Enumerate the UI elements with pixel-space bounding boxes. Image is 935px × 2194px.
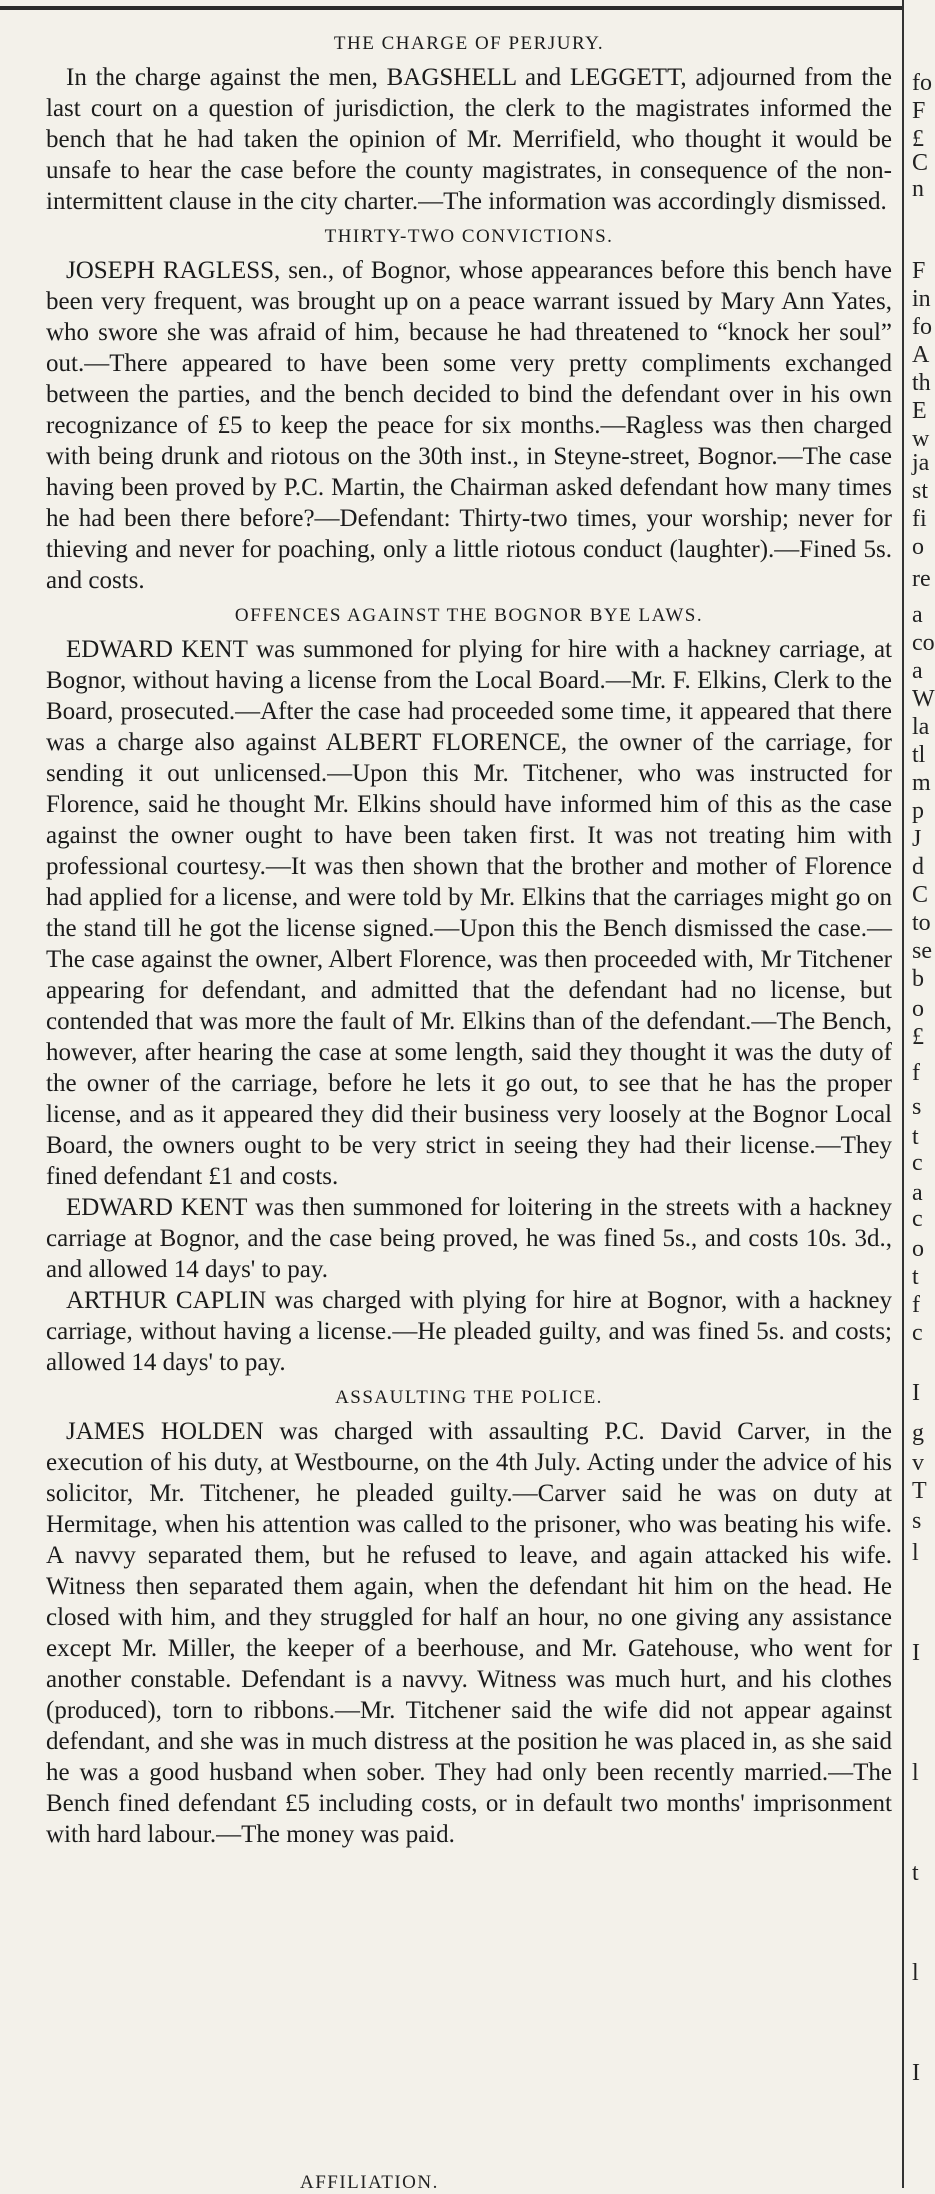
- adjacent-column-fragment-text: tl: [912, 742, 926, 768]
- defendant-name: EDWARD KENT: [66, 1194, 248, 1221]
- adjacent-column-fragment-text: a: [912, 1180, 923, 1206]
- adjacent-column-fragment-text: p: [912, 798, 924, 824]
- adjacent-column-fragment-text: fo: [912, 70, 932, 96]
- top-rule: [0, 6, 902, 10]
- adjacent-column-fragment-text: c: [912, 1320, 923, 1346]
- defendant-name: EDWARD KENT: [66, 636, 248, 663]
- adjacent-column-fragment-text: f: [912, 1292, 920, 1318]
- adjacent-column-fragment-text: o: [912, 534, 924, 560]
- adjacent-column-fragment-text: T: [912, 1478, 927, 1504]
- adjacent-column-fragment-text: C: [912, 150, 929, 176]
- adjacent-column-fragment-text: se: [912, 938, 932, 964]
- adjacent-column-fragment-text: fo: [912, 314, 932, 340]
- adjacent-column-fragment-text: £: [912, 1024, 924, 1050]
- adjacent-column-fragment-text: n: [912, 176, 924, 202]
- paragraph-text: was summoned for plying for hire with a hackney carriage, at Bognor, without having a license from the Local Board.—Mr. F. Elkins, Clerk to the Board, prosecuted.—After the case had proceeded some time, it appeared that there was a charge also against ALBERT FLORENCE, the owner of the carriage, for sending it out unlicensed.—Upon this Mr. Titchener, who was instructed for Florence, said he thought Mr. Elkins should have informed him of this as the case against the owner ought to have been taken first. It was not treating him with professional courtesy.—It was then shown that the brother and mother of Florence had applied for a license, and were told by Mr. Elkins that the carriages might go on the stand till he got the license signed.—Upon this the Bench dismissed the case.—The case against the owner, Albert Florence, was then proceeded with, Mr Titchener appearing for defendant, and admitted that the defendant had no license, but contended that was more the fault of Mr. Elkins than of the defendant.—The Bench, however, after hearing the case at some length, said they thought it was the duty of the owner of the carriage, before he lets it go out, to see that he has the proper license, and as it appeared they did their business very loosely at the Bognor Local Board, the owners ought to be very strict in seeing they had their license.—They fined defendant £1 and costs.: [46, 636, 892, 1190]
- adjacent-column-fragment-text: I: [912, 1380, 920, 1406]
- article-column: [46, 24, 892, 2174]
- paragraph-text: sen., of Bognor, whose appearances before this bench have been very frequent, was brought up on a peace warrant issued by Mary Ann Yates, who swore she was afraid of him, because he had threatened to “knock her soul” out.—There appeared to have been some very pretty compliments exchanged between the parties, and the bench decided to bind the defendant over in his own recognizance of £5 to keep the peace for six months.—Ragless was then charged with being drunk and riotous on the 30th inst., in Steyne-street, Bognor.—The case having been proved by P.C. Martin, the Chairman asked defendant how many times he had been there before?—Defendant: Thirty-two times, your worship; never for thieving and never for poaching, only a little riotous conduct (laughter).—Fined 5s. and costs.: [46, 257, 892, 594]
- adjacent-column-fragment-text: l: [912, 1960, 919, 1986]
- section-heading: THIRTY-TWO CONVICTIONS.: [324, 226, 614, 247]
- adjacent-column-fragment-text: E: [912, 398, 927, 424]
- adjacent-column-fragment-text: s: [912, 1508, 922, 1534]
- report-paragraph: [46, 1416, 892, 1850]
- section-heading: ASSAULTING THE POLICE.: [335, 1387, 603, 1408]
- adjacent-column-fragment-text: J: [912, 826, 922, 852]
- adjacent-column-fragment-text: d: [912, 854, 924, 880]
- adjacent-column-fragment-text: co: [912, 630, 935, 656]
- adjacent-column-fragment-text: fi: [912, 506, 927, 532]
- adjacent-column-fragment-text: t: [912, 1264, 919, 1290]
- adjacent-column-fragment-text: o: [912, 996, 924, 1022]
- adjacent-column-fragment-text: la: [912, 714, 930, 740]
- adjacent-column-fragment-text: I: [912, 2060, 920, 2086]
- adjacent-column-fragment-text: l: [912, 1540, 919, 1566]
- defendant-name: JAMES HOLDEN: [66, 1418, 264, 1445]
- trailing-heading: AFFILIATION.: [300, 2172, 439, 2193]
- adjacent-column-fragment-text: A: [912, 342, 930, 368]
- adjacent-column-fragment-text: l: [912, 1760, 919, 1786]
- report-paragraph: [46, 634, 892, 1192]
- section-heading: THE CHARGE OF PERJURY.: [333, 33, 605, 54]
- column-divider: [902, 0, 904, 2188]
- adjacent-column-fragment-text: v: [912, 1450, 924, 1476]
- paragraph-text: In the charge against the men, BAGSHELL and LEGGETT, adjourned from the last court on a question of jurisdiction, the clerk to the magistrates informed the bench that he had taken the opinion of Mr. Merrifield, who thought it would be unsafe to hear the case before the county magistrates, in consequence of the non-intermittent clause in the city charter.—The information was accordingly dismissed.: [46, 64, 892, 215]
- adjacent-column-fragment-text: o: [912, 1236, 924, 1262]
- adjacent-column-fragment-text: F: [912, 98, 926, 124]
- adjacent-column-fragment-text: to: [912, 910, 931, 936]
- adjacent-column-fragment-text: g: [912, 1420, 924, 1446]
- adjacent-column-fragment-text: C: [912, 882, 929, 908]
- adjacent-column-fragment-text: t: [912, 1124, 919, 1150]
- adjacent-column-fragment-text: f: [912, 1060, 920, 1086]
- adjacent-column-fragment-text: c: [912, 1206, 923, 1232]
- paragraph-text: was then summoned for loitering in the streets with a hackney carriage at Bognor, and the case being proved, he was fined 5s., and costs 10s. 3d., and allowed 14 days' to pay.: [46, 1194, 892, 1283]
- defendant-name: JOSEPH RAGLESS,: [66, 257, 281, 284]
- report-paragraph: [46, 1285, 892, 1378]
- report-paragraph: [46, 1192, 892, 1285]
- adjacent-column-fragment-text: th: [912, 370, 931, 396]
- report-paragraph: [46, 62, 892, 217]
- adjacent-column-fragment-text: st: [912, 478, 929, 504]
- adjacent-column-fragment-text: ja: [912, 450, 930, 476]
- adjacent-column-fragment-text: s: [912, 1094, 922, 1120]
- section-heading: OFFENCES AGAINST THE BOGNOR BYE LAWS.: [234, 605, 704, 626]
- adjacent-column-fragment: [910, 0, 935, 2188]
- adjacent-column-fragment-text: re: [912, 566, 931, 592]
- adjacent-column-fragment-text: t: [912, 1860, 919, 1886]
- defendant-name: ARTHUR CAPLIN: [66, 1287, 267, 1314]
- adjacent-column-fragment-text: m: [912, 770, 931, 796]
- adjacent-column-fragment-text: c: [912, 1150, 923, 1176]
- adjacent-column-fragment-text: a: [912, 658, 923, 684]
- adjacent-column-fragment-text: b: [912, 966, 924, 992]
- adjacent-column-fragment-text: I: [912, 1640, 920, 1666]
- adjacent-column-fragment-text: £: [912, 126, 924, 152]
- adjacent-column-fragment-text: w: [912, 426, 930, 452]
- paragraph-text: was charged with plying for hire at Bognor, with a hackney carriage, without having a license.—He pleaded guilty, and was fined 5s. and costs; allowed 14 days' to pay.: [46, 1287, 892, 1376]
- adjacent-column-fragment-text: F: [912, 258, 926, 284]
- adjacent-column-fragment-text: in: [912, 286, 931, 312]
- adjacent-column-fragment-text: W: [912, 686, 935, 712]
- adjacent-column-fragment-text: a: [912, 602, 923, 628]
- report-paragraph: [46, 255, 892, 596]
- paragraph-text: was charged with assaulting P.C. David Carver, in the execution of his duty, at Westbourne, on the 4th July. Acting under the advice of his solicitor, Mr. Titchener, he pleaded guilty.—Carver said he was on duty at Hermitage, when his attention was called to the prisoner, who was beating his wife. A navvy separated them, but he refused to leave, and again attacked his wife. Witness then separated them again, when the defendant hit him on the head. He closed with him, and they struggled for half an hour, no one giving any assistance except Mr. Miller, the keeper of a beerhouse, and Mr. Gatehouse, who went for another constable. Defendant is a navvy. Witness was much hurt, and his clothes (produced), torn to ribbons.—Mr. Titchener said the wife did not appear against defendant, and she was in much distress at the position he was placed in, as she said he was a good husband when sober. They had only been recently married.—The Bench fined defendant £5 including costs, or in default two months' imprisonment with hard labour.—The money was paid.: [46, 1418, 892, 1848]
